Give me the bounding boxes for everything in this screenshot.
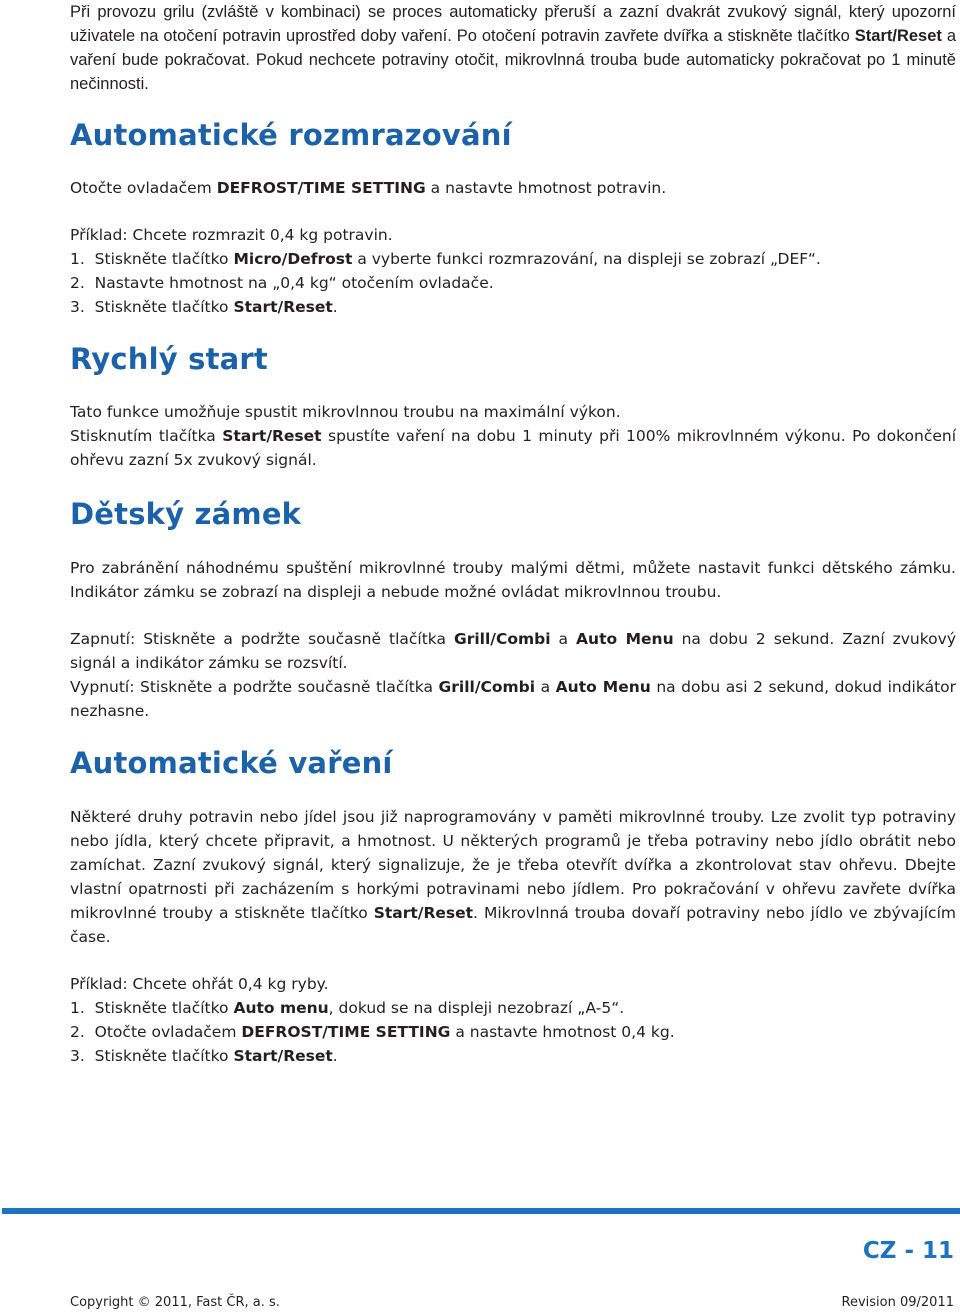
copyright-text: Copyright © 2011, Fast ČR, a. s. xyxy=(70,1295,280,1310)
autocook-step xyxy=(70,1044,956,1068)
step-number: 3. xyxy=(70,1047,85,1065)
auto-menu-label: Auto Menu xyxy=(576,630,674,648)
footer-divider xyxy=(2,1208,960,1214)
start-reset-label: Start/Reset xyxy=(373,904,474,922)
quickstart-section xyxy=(70,400,956,472)
step-text-end: a vyberte funkci rozmrazování, na displeji se zobrazí „DEF“. xyxy=(352,250,821,268)
defrost-step xyxy=(70,295,956,319)
defrost-dial-label: DEFROST/TIME SETTING xyxy=(216,179,426,197)
start-reset-label: Start/Reset xyxy=(222,427,322,445)
defrost-instruction-end: a nastavte hmotnost potravin. xyxy=(425,179,667,197)
defrost-instruction-text: Otočte ovladačem xyxy=(70,179,217,197)
autocook-step xyxy=(70,1020,956,1044)
step-text: Nastavte hmotnost na „0,4 kg“ otočením ovladače. xyxy=(94,274,494,292)
step-text: Stiskněte tlačítko xyxy=(94,1047,234,1065)
childlock-heading: Dětský zámek xyxy=(70,497,302,531)
childlock-section xyxy=(70,556,956,723)
step-text-end: . xyxy=(332,298,338,316)
quickstart-text-end: spustíte vaření na dobu 1 minuty při 100% mikrovlnném výkonu. Po dokončení ohřevu zazní 5x zvukový signál. xyxy=(70,427,957,469)
intro-text-end: a vaření bude pokračovat. Pokud nechcete potraviny otočit, mikrovlnná trouba bude automaticky pokračovat po 1 minutě nečinnosti. xyxy=(70,27,956,93)
step-text-end: . xyxy=(332,1047,338,1065)
step-button-label: Auto menu xyxy=(233,999,329,1017)
autocook-section xyxy=(70,805,956,1068)
quickstart-paragraph xyxy=(70,424,956,472)
intro-text: Při provozu grilu (zvláště v kombinaci) se proces automaticky přeruší a zazní dvakrát zvukový signál, který upozorní uživatele na otočení potravin uprostřed doby vaření. Po otočení potravin zavřete dvířka a stiskněte tlačítko xyxy=(70,3,956,45)
autocook-heading: Automatické vaření xyxy=(70,746,393,780)
start-reset-label: Start/Reset xyxy=(854,27,942,45)
childlock-disable-text: Vypnutí: Stiskněte a podržte současně tlačítka xyxy=(70,678,439,696)
defrost-step xyxy=(70,271,956,295)
quickstart-heading: Rychlý start xyxy=(70,342,268,376)
grill-combi-label: Grill/Combi xyxy=(438,678,536,696)
autocook-text-end: . Mikrovlnná trouba dovaří potraviny nebo jídlo ve zbývajícím čase. xyxy=(70,904,956,946)
childlock-enable-text: Zapnutí: Stiskněte a podržte současně tlačítka xyxy=(70,630,454,648)
autocook-description xyxy=(70,805,956,949)
step-number: 1. xyxy=(70,999,85,1017)
autocook-text: Některé druhy potravin nebo jídel jsou již naprogramovány v paměti mikrovlnné trouby. Lze zvolit typ potraviny nebo jídla, který chcete připravit, a hmotnost. U některých programů je třeba potraviny nebo jídlo obrátit nebo zamíchat. Zazní zvukový signál, který signalizuje, že je třeba otevřít dvířka a zkontrolovat stav ohřevu. Dbejte vlastní opatrnosti při zacházením s horkými potravinami nebo jídlem. Pro pokračování v ohřevu zavřete dvířka mikrovlnné trouby a stiskněte tlačítko xyxy=(70,808,956,922)
step-text: Stiskněte tlačítko xyxy=(94,298,234,316)
step-number: 2. xyxy=(70,274,85,292)
step-button-label: DEFROST/TIME SETTING xyxy=(241,1023,451,1041)
step-button-label: Micro/Defrost xyxy=(233,250,353,268)
childlock-description: Pro zabránění náhodnému spuštění mikrovlnné trouby malými dětmi, můžete nastavit funkci dětského zámku. Indikátor zámku se zobrazí na displeji a nebude možné ovládat mikrovlnnou troubu. xyxy=(70,559,956,601)
childlock-disable-end: na dobu asi 2 sekund, dokud indikátor nezhasne. xyxy=(70,678,956,720)
defrost-step xyxy=(70,247,956,271)
autocook-step xyxy=(70,996,956,1020)
childlock-disable xyxy=(70,675,956,723)
step-text: Stiskněte tlačítko xyxy=(94,999,234,1017)
step-text: Otočte ovladačem xyxy=(94,1023,242,1041)
step-button-label: Start/Reset xyxy=(233,1047,333,1065)
defrost-example: Příklad: Chcete rozmrazit 0,4 kg potravin. xyxy=(70,226,393,244)
childlock-enable-end: na dobu 2 sekund. Zazní zvukový signál a indikátor zámku se rozsvítí. xyxy=(70,630,956,672)
conjunction: a xyxy=(550,630,577,648)
page-number: CZ - 11 xyxy=(862,1238,954,1264)
childlock-enable xyxy=(70,627,956,675)
defrost-instruction xyxy=(70,176,956,200)
step-number: 2. xyxy=(70,1023,85,1041)
defrost-heading: Automatické rozmrazování xyxy=(70,118,512,152)
step-text-end: , dokud se na displeji nezobrazí „A-5“. xyxy=(328,999,625,1017)
step-button-label: Start/Reset xyxy=(233,298,333,316)
intro-paragraph xyxy=(70,0,956,96)
step-text-end: a nastavte hmotnost 0,4 kg. xyxy=(450,1023,675,1041)
quickstart-intro: Tato funkce umožňuje spustit mikrovlnnou troubu na maximální výkon. xyxy=(70,403,621,421)
conjunction: a xyxy=(535,678,556,696)
quickstart-text: Stisknutím tlačítka xyxy=(70,427,223,445)
auto-menu-label: Auto Menu xyxy=(555,678,651,696)
autocook-example: Příklad: Chcete ohřát 0,4 kg ryby. xyxy=(70,975,329,993)
step-text: Stiskněte tlačítko xyxy=(94,250,234,268)
defrost-section xyxy=(70,176,956,319)
revision-text: Revision 09/2011 xyxy=(841,1295,954,1310)
step-number: 1. xyxy=(70,250,85,268)
step-number: 3. xyxy=(70,298,85,316)
grill-combi-label: Grill/Combi xyxy=(454,630,551,648)
